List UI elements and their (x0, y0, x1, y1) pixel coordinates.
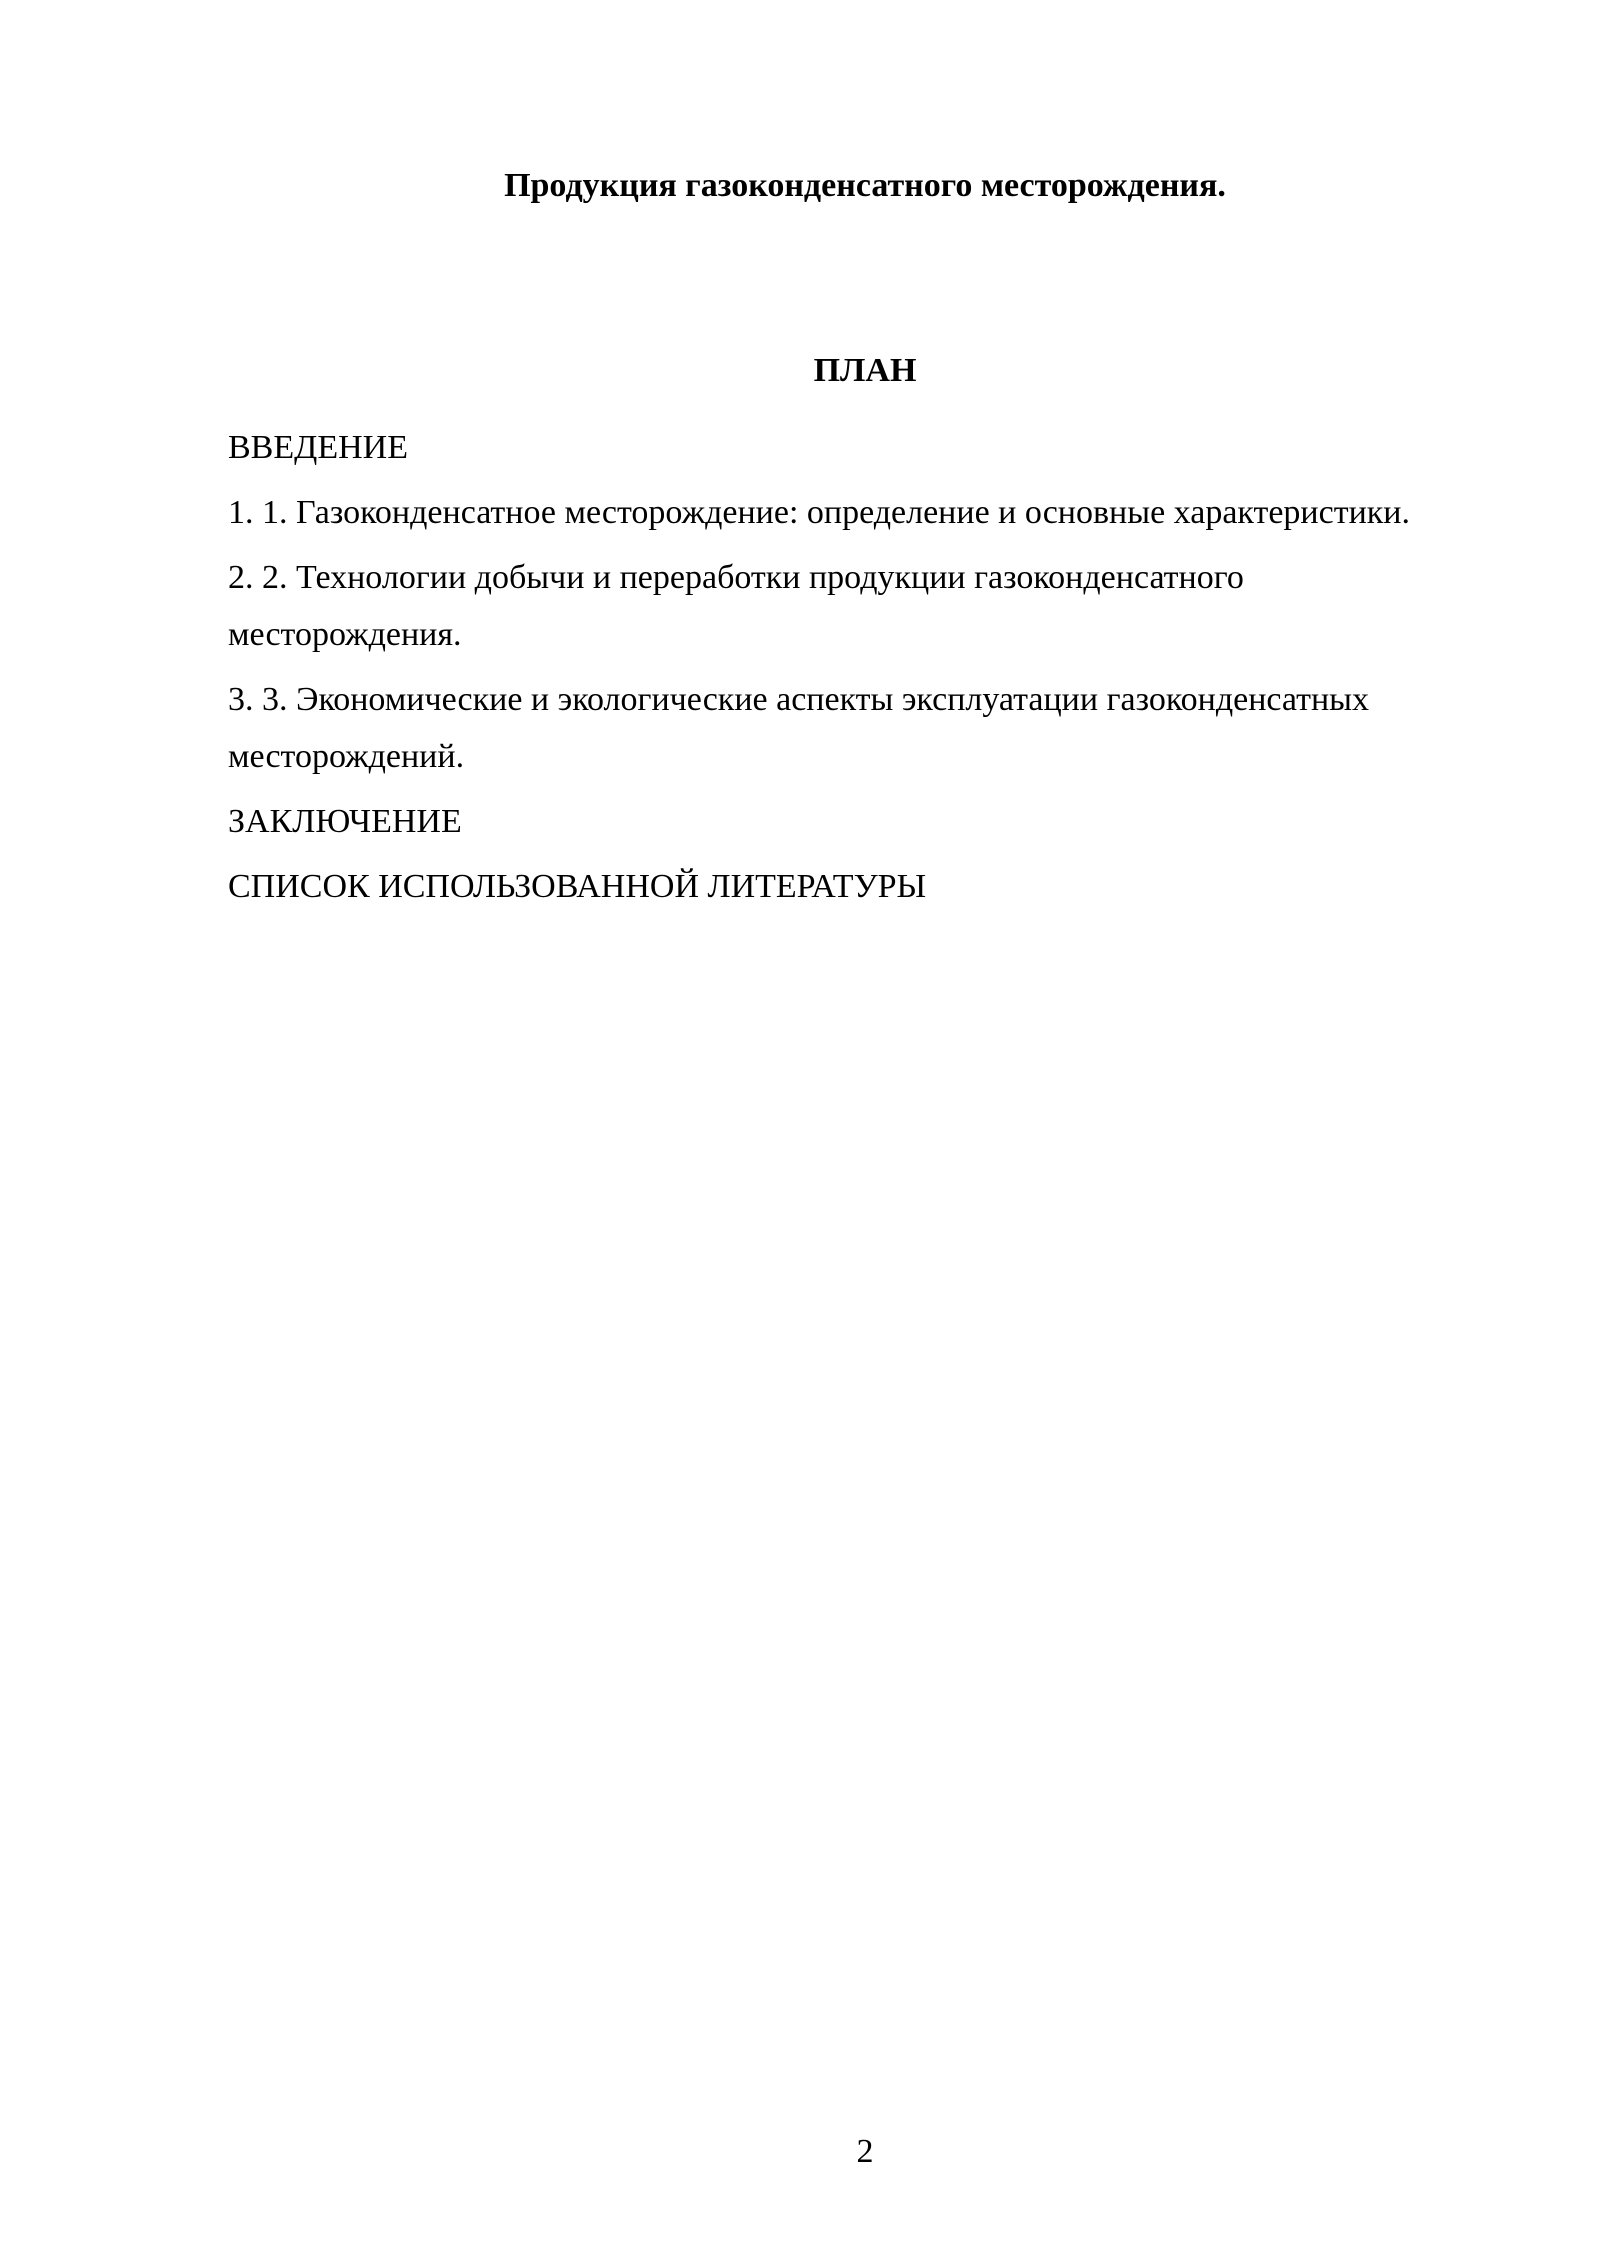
page-number: 2 (856, 2133, 874, 2170)
plan-heading: ПЛАН (813, 352, 917, 389)
document-title: Продукция газоконденсатного месторождения. (504, 167, 1226, 204)
toc-item-introduction: ВВЕДЕНИЕ (228, 429, 408, 466)
toc-item-chapter-2: 2. 2. Технологии добычи и переработки продукции газоконденсатного месторождения. (228, 559, 1244, 653)
table-of-contents (228, 419, 1428, 923)
toc-item-chapter-1: 1. 1. Газоконденсатное месторождение: определение и основные характеристики. (228, 494, 1410, 531)
toc-item-conclusion: ЗАКЛЮЧЕНИЕ (228, 803, 462, 840)
toc-item-references: СПИСОК ИСПОЛЬЗОВАННОЙ ЛИТЕРАТУРЫ (228, 868, 927, 905)
toc-item-chapter-3: 3. 3. Экономические и экологические аспекты эксплуатации газоконденсатных месторождений. (228, 681, 1370, 775)
